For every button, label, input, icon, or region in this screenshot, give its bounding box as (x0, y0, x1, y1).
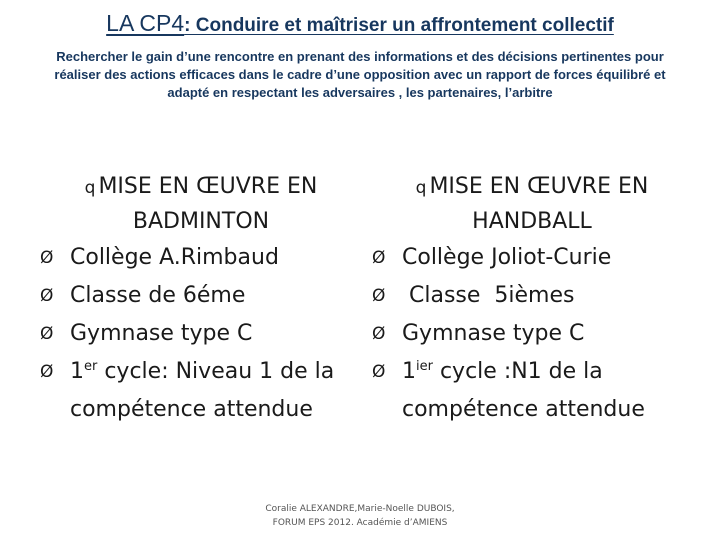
handball-heading-line1: MISE EN ŒUVRE EN (429, 174, 649, 199)
cycle-number: 1 (70, 359, 84, 384)
arrow-bullet-icon: Ø (372, 286, 386, 306)
footer-line1: Coralie ALEXANDRE,Marie-Noelle DUBOIS, (265, 504, 455, 514)
list-item-college (40, 239, 362, 277)
list-item-gymnase (40, 315, 362, 353)
badminton-heading-line1: MISE EN ŒUVRE EN (98, 174, 318, 199)
college-text: Collège Joliot-Curie (402, 245, 612, 270)
page-subtitle: Rechercher le gain d’une rencontre en prenant des informations et des décisions pertinentes pour réaliser des actions efficaces dans le cadre d’une opposition avec un rapport de forces équilibré et adapté en respectant les adversaires , les partenaires, l’arbitre (54, 49, 666, 100)
cycle-superscript: er (84, 359, 98, 374)
arrow-bullet-icon: Ø (40, 248, 54, 268)
handball-heading (372, 170, 692, 239)
list-item-cycle (372, 353, 692, 429)
badminton-column (40, 170, 362, 429)
badminton-heading-line2: BADMINTON (132, 209, 270, 234)
arrow-bullet-icon: Ø (372, 248, 386, 268)
square-bullet-icon: q (415, 178, 427, 198)
arrow-bullet-icon: Ø (372, 324, 386, 344)
list-item-classe (372, 277, 692, 315)
cycle-number: 1 (402, 359, 416, 384)
title-main: LA CP4 (106, 10, 185, 36)
cycle-text: cycle: Niveau 1 de la compétence attendue (70, 359, 335, 422)
list-item-classe (40, 277, 362, 315)
classe-text: Classe de 6éme (70, 283, 246, 308)
square-bullet-icon: q (84, 178, 96, 198)
arrow-bullet-icon: Ø (40, 324, 54, 344)
arrow-bullet-icon: Ø (40, 362, 54, 382)
cycle-text: cycle :N1 de la compétence attendue (402, 359, 645, 422)
handball-heading-line2: HANDBALL (472, 209, 592, 234)
footer-line2: FORUM EPS 2012. Académie d’AMIENS (272, 518, 448, 528)
handball-column (372, 170, 692, 429)
arrow-bullet-icon: Ø (40, 286, 54, 306)
page-title (0, 10, 720, 37)
classe-text: Classe 5ièmes (402, 283, 575, 308)
footer-credits (220, 502, 500, 530)
list-item-cycle (40, 353, 362, 429)
gymnase-text: Gymnase type C (402, 321, 585, 346)
cycle-superscript: ier (416, 359, 433, 374)
list-item-gymnase (372, 315, 692, 353)
arrow-bullet-icon: Ø (372, 362, 386, 382)
list-item-college (372, 239, 692, 277)
badminton-heading (40, 170, 362, 239)
gymnase-text: Gymnase type C (70, 321, 253, 346)
title-rest: : Conduire et maîtriser un affrontement collectif (184, 15, 614, 36)
college-text: Collège A.Rimbaud (70, 245, 279, 270)
